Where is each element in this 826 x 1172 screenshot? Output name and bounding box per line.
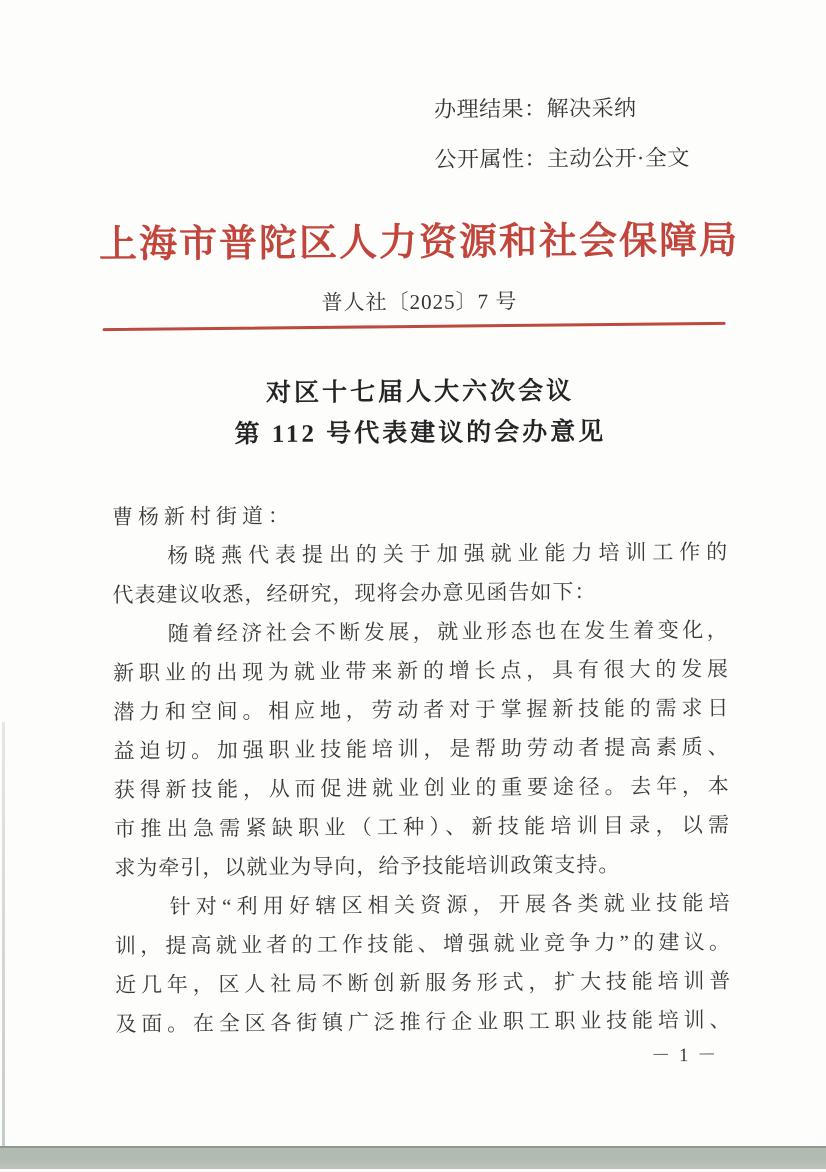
body-line: 针对“利用好辖区相关资源，开展各类就业技能培 <box>169 890 731 919</box>
letterhead-org-name: 上海市普陀区人力资源和社会保障局 <box>98 219 740 267</box>
body-line: 杨晓燕代表提出的关于加强就业能力培训工作的 <box>167 539 729 568</box>
page-number: － 1 － <box>651 1044 719 1067</box>
scanner-edge-band <box>0 1146 826 1169</box>
body-line: 代表建议收悉，经研究，现将会办意见函告如下： <box>112 579 597 608</box>
document-title <box>7 369 826 457</box>
body-line: 随着经济社会不断发展，就业形态也在发生着变化， <box>167 617 729 646</box>
meta-handling-result: 办理结果：解决采纳 <box>434 95 637 122</box>
letterhead-divider <box>103 322 726 331</box>
document-body <box>112 494 732 1044</box>
body-line: 训，提高就业者的工作技能、增强就业竞争力”的建议。 <box>114 929 731 959</box>
body-line: 益迫切。加强职业技能培训，是帮助劳动者提高素质、 <box>113 734 730 764</box>
body-line: 新职业的出现为就业带来新的增长点，具有很大的发展 <box>112 656 730 686</box>
body-line: 潜力和空间。相应地，劳动者对于掌握新技能的需求日 <box>113 695 730 725</box>
meta-publicity-attribute: 公开属性：主动公开·全文 <box>434 145 690 172</box>
body-line: 及面。在全区各街镇广泛推行企业职工职业技能培训、 <box>115 1007 732 1037</box>
body-line: 近几年，区人社局不断创新服务形式，扩大技能培训普 <box>115 968 732 998</box>
body-line: 市推出急需紧缺职业（工种）、新技能培训目录，以需 <box>114 812 731 842</box>
body-salutation: 曹杨新村街道： <box>111 503 295 530</box>
letterhead-doc-number: 普人社〔2025〕7 号 <box>321 289 518 315</box>
body-line: 求为牵引，以就业为导向，给予技能培训政策支持。 <box>114 852 621 881</box>
body-line: 获得新技能，从而促进就业创业的重要途径。去年，本 <box>113 773 730 803</box>
document-title-line-1: 对区十七届人大六次会议 <box>265 377 575 408</box>
document-meta <box>434 83 690 185</box>
paper-edge <box>2 722 5 1146</box>
document-title-line-2: 第 112 号代表建议的会办意见 <box>234 418 607 449</box>
